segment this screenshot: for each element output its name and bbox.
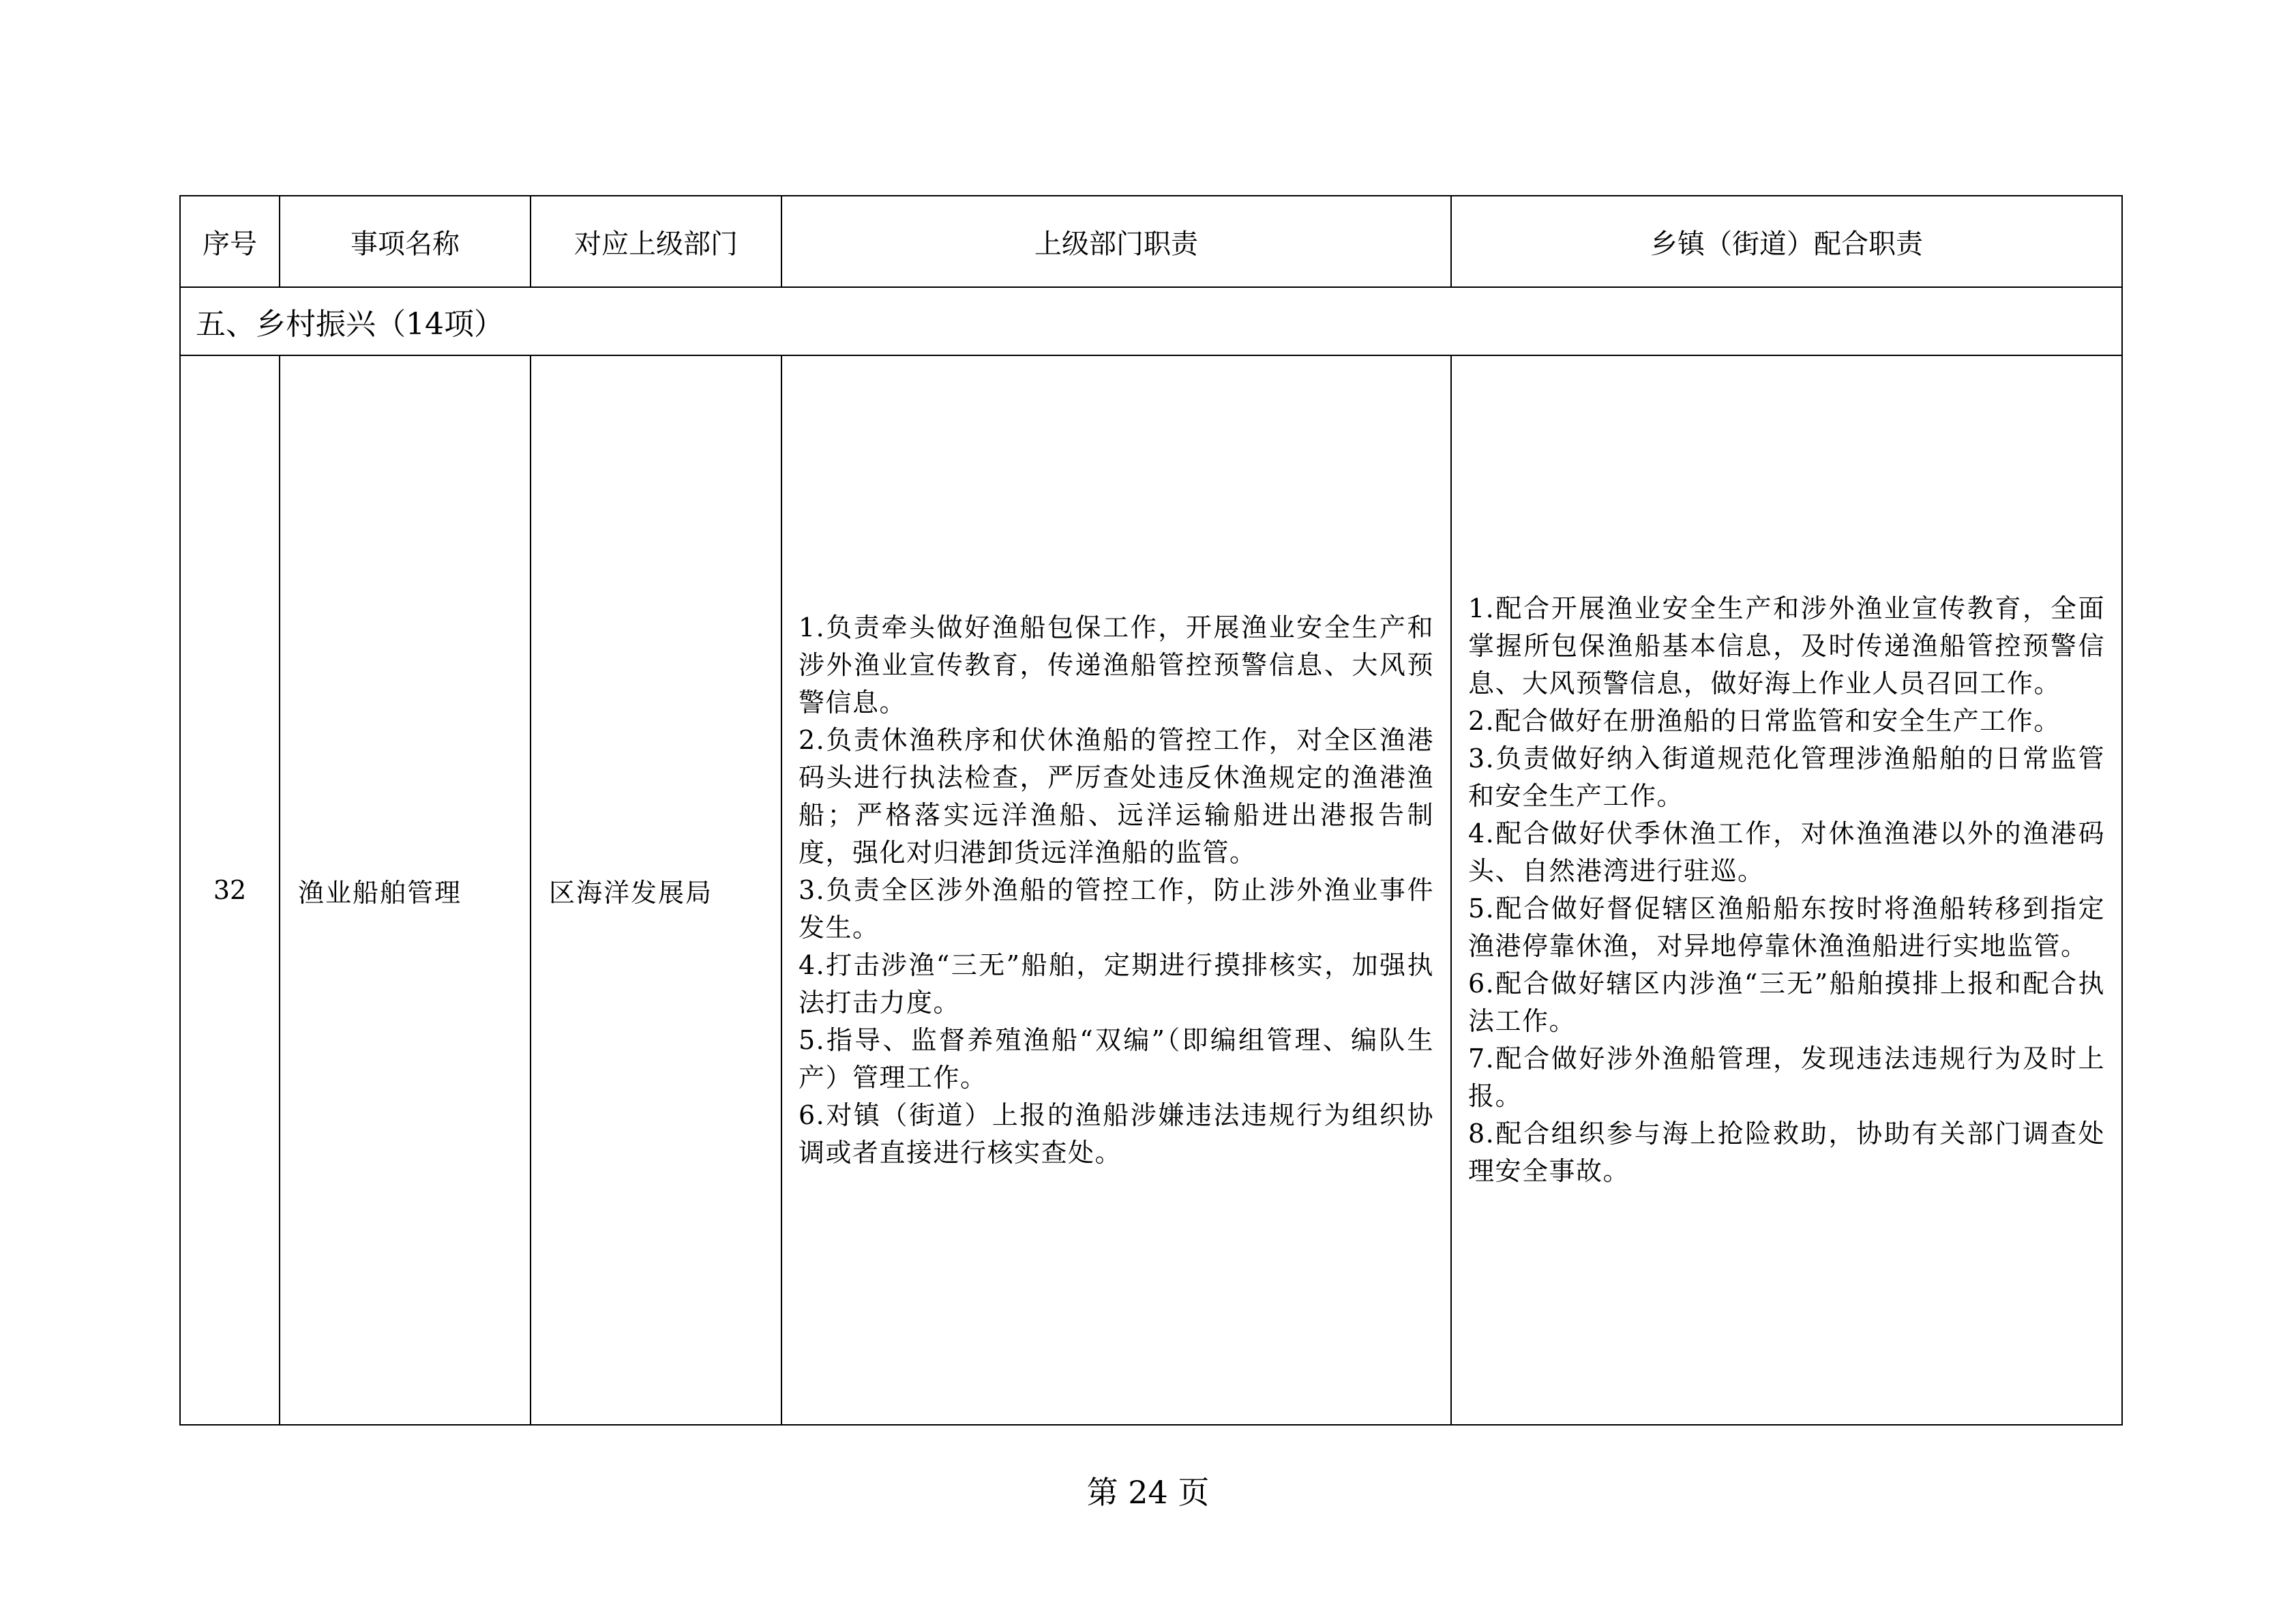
row-item-name: 渔业船舶管理 bbox=[280, 355, 531, 1425]
header-superior-dept: 对应上级部门 bbox=[531, 196, 781, 287]
town-duty-item: 8.配合组织参与海上抢险救助，协助有关部门调查处理安全事故。 bbox=[1468, 1119, 2105, 1186]
superior-duty-item: 4.打击涉渔“三无”船舶，定期进行摸排核实，加强执法打击力度。 bbox=[799, 949, 1434, 1018]
superior-duties-cell bbox=[781, 355, 1451, 1425]
town-duty-item: 6.配合做好辖区内涉渔“三无”船舶摸排上报和配合执法工作。 bbox=[1468, 969, 2105, 1036]
town-duties-cell bbox=[1451, 355, 2122, 1425]
town-duty-item: 5.配合做好督促辖区渔船船东按时将渔船转移到指定渔港停靠休渔，对异地停靠休渔渔船进行实地监管。 bbox=[1468, 894, 2105, 961]
header-superior-duties: 上级部门职责 bbox=[781, 196, 1451, 287]
duty-table bbox=[179, 195, 2123, 1426]
superior-duty-item: 1.负责牵头做好渔船包保工作，开展渔业安全生产和涉外渔业宣传教育，传递渔船管控预警信息、大风预警信息。 bbox=[799, 612, 1434, 718]
row-superior-dept: 区海洋发展局 bbox=[531, 355, 781, 1425]
header-seq: 序号 bbox=[180, 196, 280, 287]
header-item-name: 事项名称 bbox=[280, 196, 531, 287]
table-row bbox=[180, 355, 2122, 1425]
section-row bbox=[180, 287, 2122, 355]
town-duty-item: 2.配合做好在册渔船的日常监管和安全生产工作。 bbox=[1468, 706, 2061, 736]
row-seq: 32 bbox=[180, 355, 280, 1425]
superior-duty-item: 6.对镇（街道）上报的渔船涉嫌违法违规行为组织协调或者直接进行核实查处。 bbox=[799, 1099, 1434, 1168]
superior-duty-item: 2.负责休渔秩序和伏休渔船的管控工作，对全区渔港码头进行执法检查，严厉查处违反休渔规定的渔港渔船；严格落实远洋渔船、远洋运输船进出港报告制度，强化对归港卸货远洋渔船的监管。 bbox=[799, 724, 1434, 868]
town-duty-item: 3.负责做好纳入街道规范化管理涉渔船舶的日常监管和安全生产工作。 bbox=[1468, 743, 2105, 811]
superior-duty-item: 5.指导、监督养殖渔船“双编”（即编组管理、编队生产）管理工作。 bbox=[799, 1024, 1434, 1093]
section-title: 五、乡村振兴（14项） bbox=[180, 287, 2122, 355]
town-duty-item: 1.配合开展渔业安全生产和涉外渔业宣传教育，全面掌握所包保渔船基本信息，及时传递渔船管控预警信息、大风预警信息，做好海上作业人员召回工作。 bbox=[1468, 593, 2105, 698]
town-duty-item: 7.配合做好涉外渔船管理，发现违法违规行为及时上报。 bbox=[1468, 1044, 2105, 1111]
table-header-row bbox=[180, 196, 2122, 287]
page-number: 第 24 页 bbox=[1086, 1474, 1210, 1511]
header-town-duties: 乡镇（街道）配合职责 bbox=[1451, 196, 2122, 287]
superior-duty-item: 3.负责全区涉外渔船的管控工作，防止涉外渔业事件发生。 bbox=[799, 874, 1434, 943]
town-duty-item: 4.配合做好伏季休渔工作，对休渔渔港以外的渔港码头、自然港湾进行驻巡。 bbox=[1468, 818, 2105, 886]
